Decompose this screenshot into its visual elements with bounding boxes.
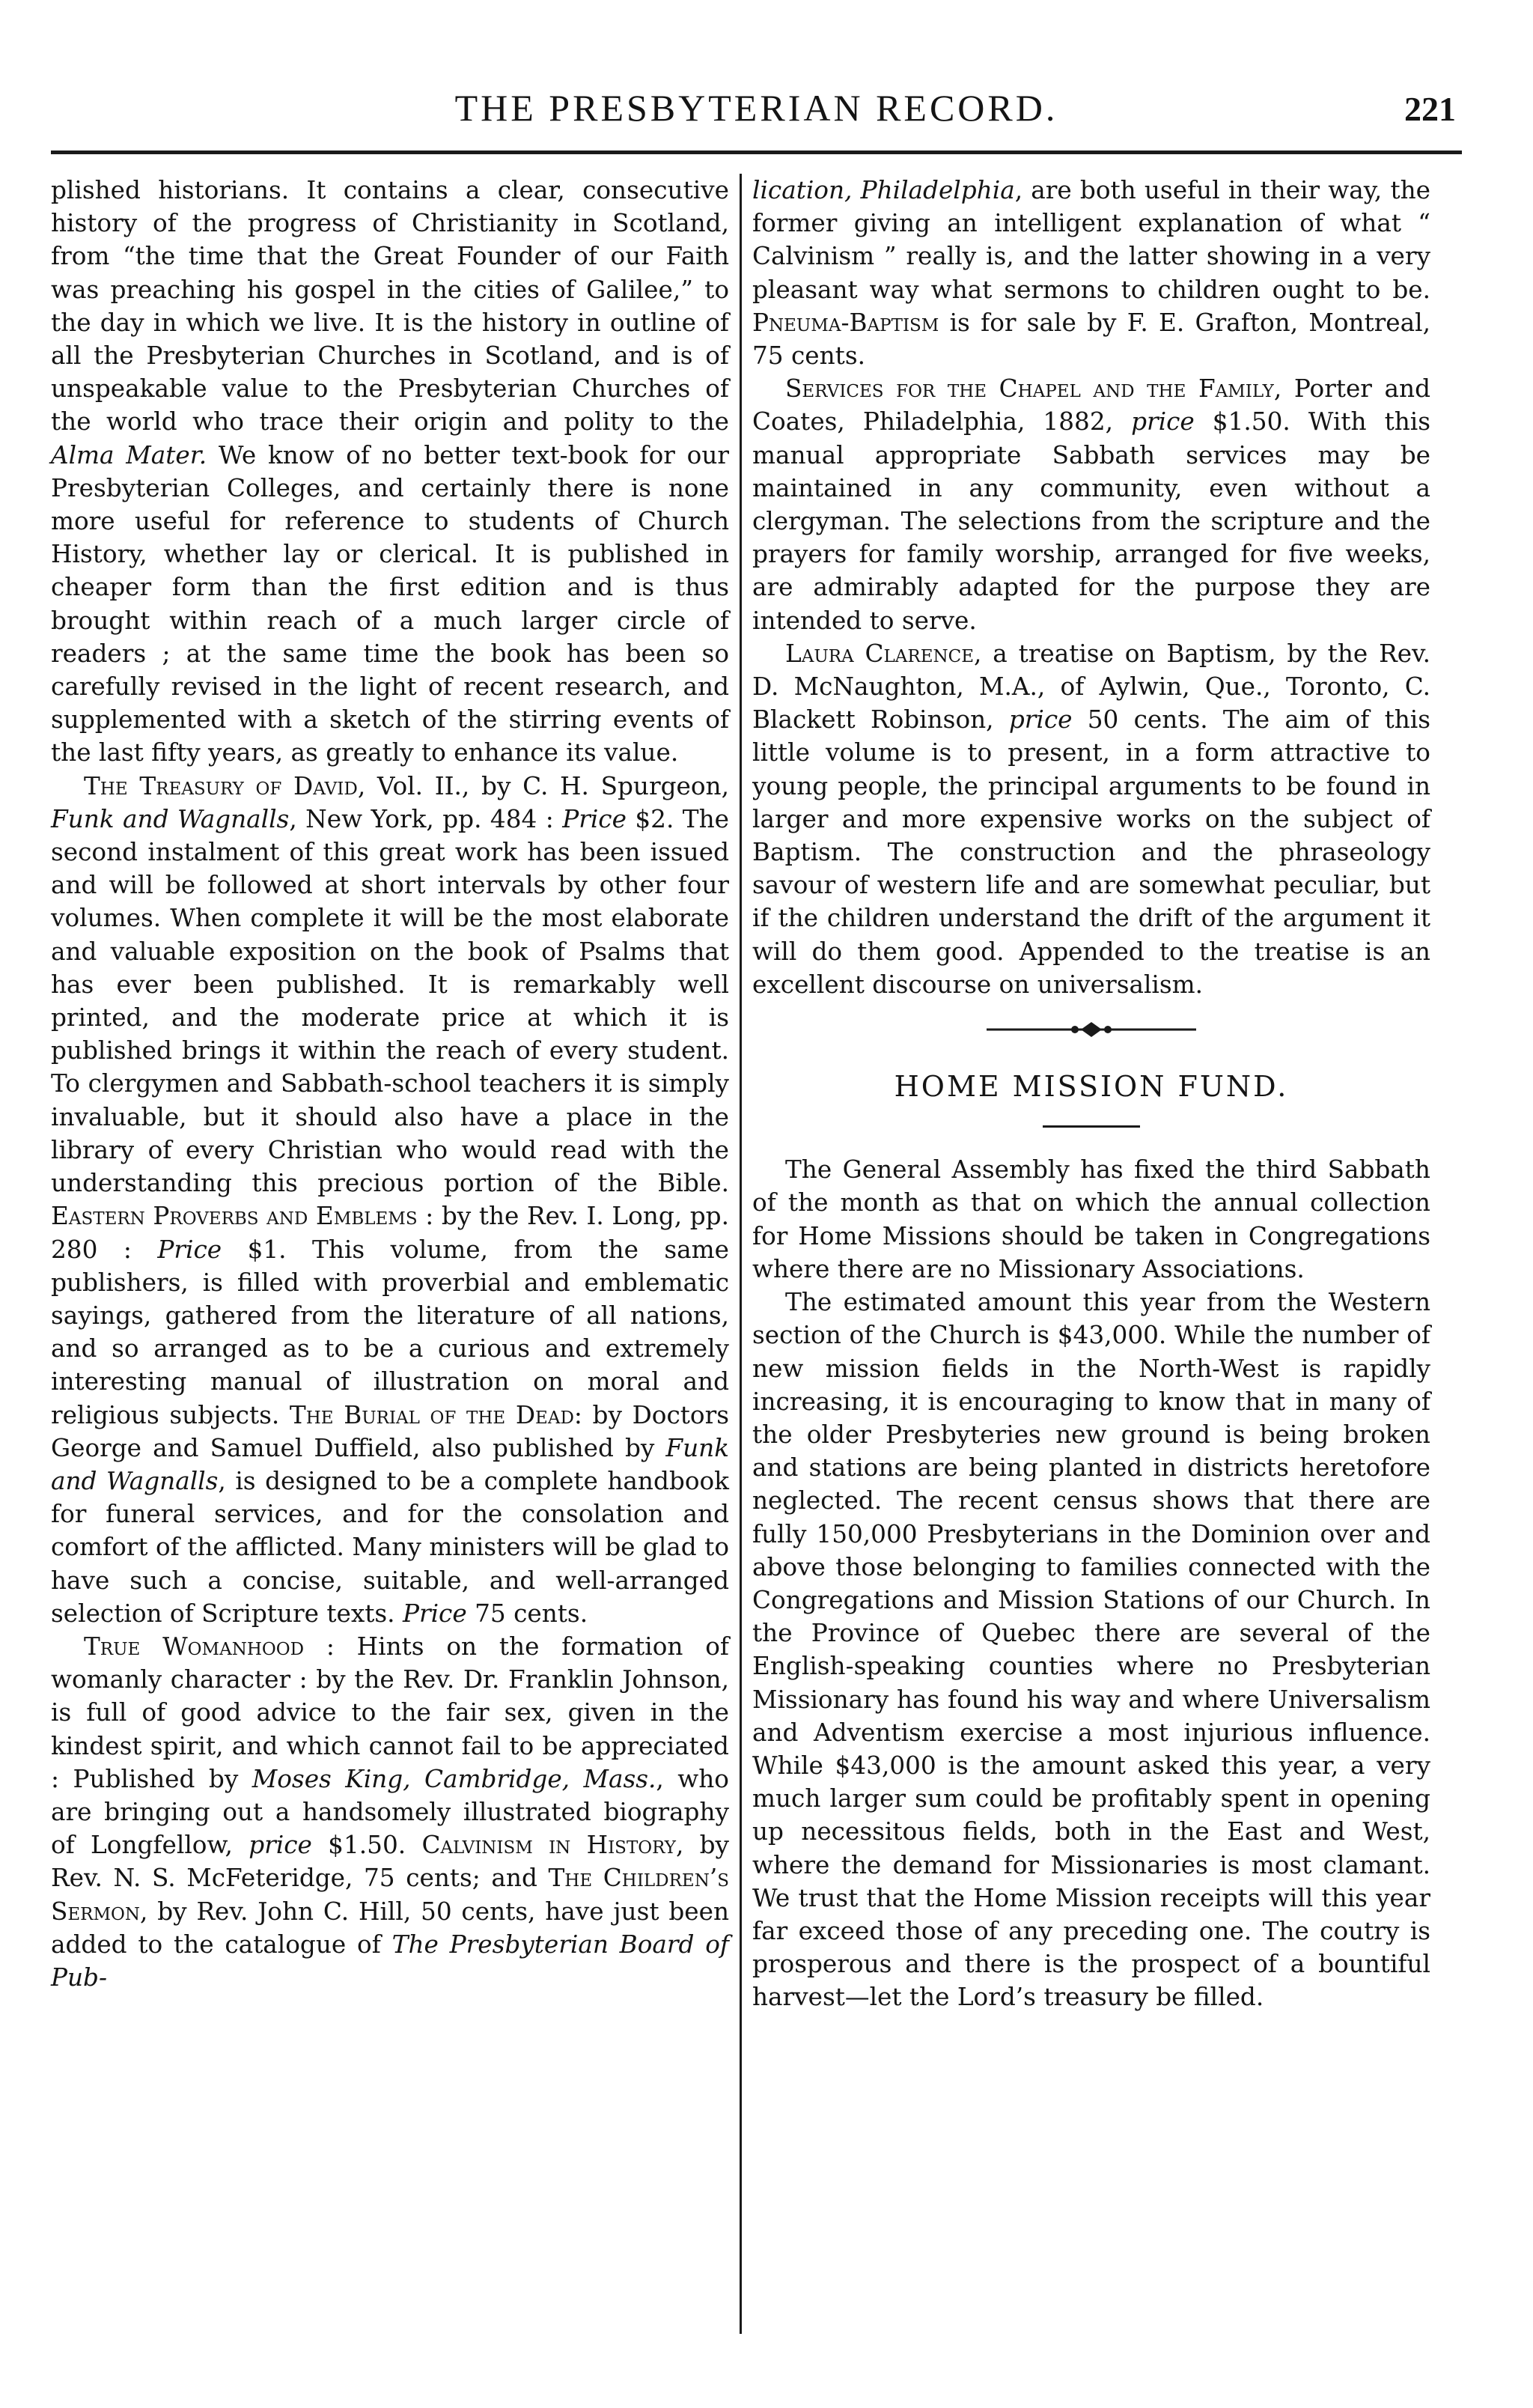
section-heading-home-mission: HOME MISSION FUND.: [894, 1070, 1289, 1104]
paragraph-true-womanhood: True Womanhood : Hints on the formation of womanly character : by the Rev. Dr. Franklin Johnson, is full of good advice to the fair sex, given in the kindest spirit, and which cannot fail to be appreciated : Published by Moses King, Cambridge, Mass., who are bringing out a handsomely illustrated biography of Longfellow, price $1.50. Calvinism in History, by Rev. N. S. McFeteridge, 75 cents; and The Children’s Sermon, by Rev. John C. Hill, 50 cents, have just been added to the catalogue of The Presbyterian Board of Pub-: [51, 1632, 730, 1992]
paragraph-treasury-of-david: The Treasury of David, Vol. II., by C. H. Spurgeon, Funk and Wagnalls, New York, pp. 484 : Price $2. The second instalment of this great work has been issued and will be followed at short intervals by other four volumes. When complete it will be the most elaborate and valuable exposition on the book of Psalms that has ever been published. It is remarkably well printed, and the moderate price at which it is published brings it within the reach of every student. To clergymen and Sabbath-school teachers it is simply invaluable, but it should also have a place in the library of every Christian who would read with the understanding this precious portion of the Bible. Eastern Proverbs and Emblems : by the Rev. I. Long, pp. 280 : Price $1. This volume, from the same publishers, is filled with proverbial and emblematic sayings, gathered from the literature of all nations, and so arranged as to be a curious and extremely interesting manual of illustration on moral and religious subjects. The Burial of the Dead: by Doctors George and Samuel Duffield, also published by Funk and Wagnalls, is designed to be a complete handbook for funeral services, and for the consolation and comfort of the afflicted. Many ministers will be glad to have such a concise, suitable, and well-arranged selection of Scripture texts. Price 75 cents.: [51, 771, 730, 1628]
paragraph-scotland-history: plished historians. It contains a clear, consecutive history of the progress of Christianity in Scotland, from “the time that the Great Founder of our Faith was preaching his gospel in the cities of Galilee,” to the day in which we live. It is the history in outline of all the Presbyterian Churches in Scotland, and is of unspeakable value to the Presbyterian Churches of the world who trace their origin and polity to the Alma Mater. We know of no better text-book for our Presbyterian Colleges, and certainly there is none more useful for reference to students of Church History, whether lay or clerical. It is published in cheaper form than the first edition and is thus brought within reach of a much larger circle of readers ; at the same time the book has been so carefully revised in the light of recent research, and supplemented with a sketch of the stirring events of the last fifty years, as greatly to enhance its value.: [51, 176, 729, 767]
ornament-divider-icon: [987, 1021, 1196, 1039]
paragraph-general-assembly: The General Assembly has fixed the third Sabbath of the month as that on which the annual collection for Home Missions should be taken in Congregations where there are no Missionary Associations.: [752, 1155, 1430, 1283]
paragraph-laura-clarence: Laura Clarence, a treatise on Baptism, by the Rev. D. McNaughton, M.A., of Aylwin, Que., Toronto, C. Blackett Robinson, price 50 cents. The aim of this little volume is to present, in a form attractive to young people, the principal arguments to be found in larger and more expensive works on the subject of Baptism. The construction and the phraseology savour of western life and are somewhat peculiar, but if the children understand the drift of the argument it will do them good. Appended to the treatise is an excellent discourse on universalism.: [752, 639, 1431, 999]
heading-rule: [1043, 1125, 1140, 1128]
paragraph-services-chapel: Services for the Chapel and the Family, Porter and Coates, Philadelphia, 1882, price $1.50. With this manual appropriate Sabbath services may be maintained in any community, even without a clergyman. The selections from the scripture and the prayers for family worship, arranged for five weeks, are admirably adapted for the purpose they are intended to serve.: [752, 374, 1430, 635]
journal-title: THE PRESBYTERIAN RECORD.: [454, 87, 1058, 129]
paragraph-estimated-amount: The estimated amount this year from the Western section of the Church is $43,000. While the number of new mission fields in the North-West is rapidly increasing, it is encouraging to know that in many of the older Presbyteries new ground is being broken and stations are being planted in districts heretofore neglected. The recent census shows that there are fully 150,000 Presbyterians in the Dominion over and above those belonging to families connected with the Congregations and Mission Stations of our Church. In the Province of Quebec there are several of the English-speaking counties where no Presbyterian Missionary has found his way and where Universalism and Adventism exercise a most injurious influence. While $43,000 is the amount asked this year, a very much larger sum could be profitably spent in opening up necessitous fields, both in the East and West, where the demand for Missionaries is most clamant. We trust that the Home Mission receipts will this year far exceed those of any preceding one. The coutry is prosperous and there is the prospect of a bountiful harvest—let the Lord’s treasury be filled.: [752, 1288, 1430, 2012]
paragraph-calvinism-continued: lication, Philadelphia, are both useful in their way, the former giving an intelligent explanation of what “ Calvinism ” really is, and the latter showing in a very pleasant way what sermons to children ought to be. Pneuma-Baptism is for sale by F. E. Grafton, Montreal, 75 cents.: [752, 176, 1431, 371]
page-number: 221: [1404, 90, 1456, 128]
running-header: [51, 86, 1462, 154]
two-column-body: [51, 174, 1462, 2334]
left-column: [51, 174, 740, 2334]
right-column: [742, 174, 1430, 2334]
